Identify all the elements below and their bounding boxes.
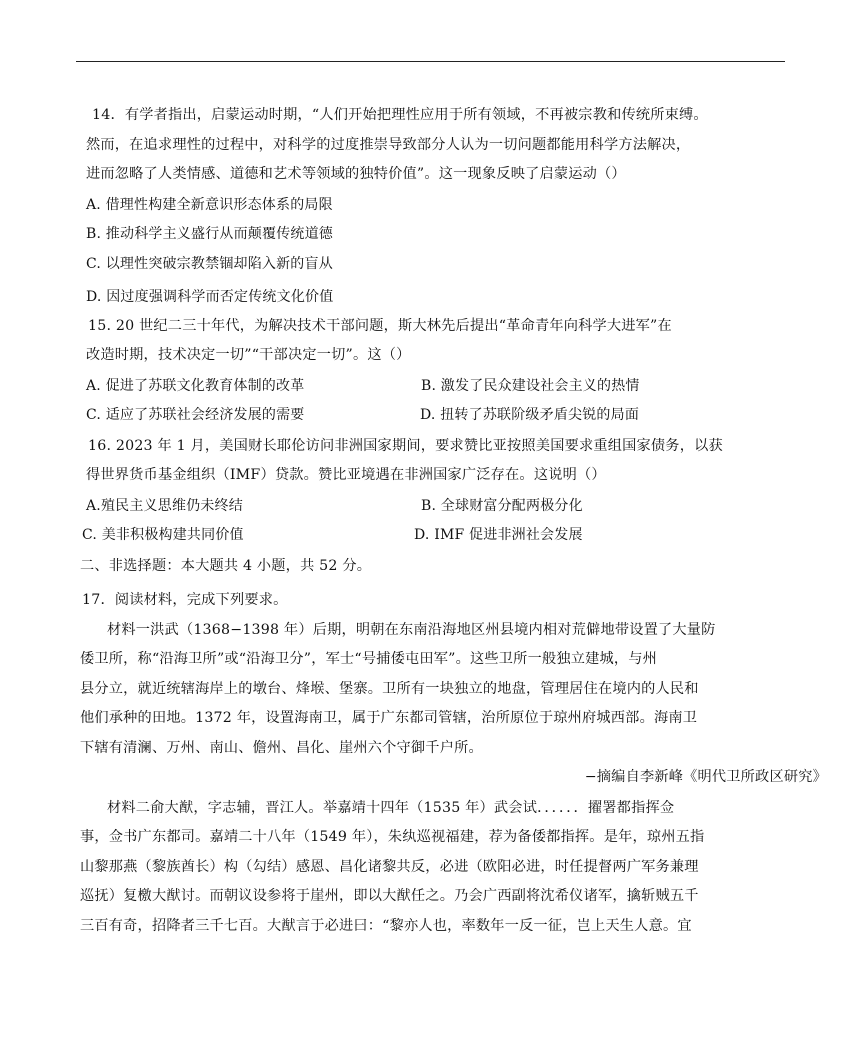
- q17-material-2-line-3: 山黎那燕（黎族酋长）构（勾结）感恩、昌化诸黎共反，必进（欧阳必进，时任提督两广军务兼理: [80, 859, 699, 875]
- q16-option-c: C. 美非积极构建共同价值: [82, 527, 244, 543]
- q16-option-a: A.殖民主义思维仍未终结: [86, 498, 243, 514]
- q16-stem-line-1: 16. 2023 年 1 月，美国财长耶伦访问非洲国家期间，要求赞比亚按照美国要求重组国家债务，以获: [88, 438, 723, 454]
- header-rule: [76, 61, 785, 62]
- q17-material-2-line-4: 巡抚）复檄大猷讨。而朝议设参将于崖州，即以大猷任之。乃会广西副将沈希仪诸军，擒斩贼五千: [80, 888, 699, 904]
- q17-material-2-line-5: 三百有奇，招降者三千七百。大猷言于必进曰：“黎亦人也，率数年一反一征，岂上天生人意。宜: [80, 918, 692, 934]
- q14-option-d: D. 因过度强调科学而否定传统文化价值: [86, 289, 334, 305]
- q15-option-d: D. 扭转了苏联阶级矛盾尖锐的局面: [420, 407, 640, 423]
- q16-option-b: B. 全球财富分配两极分化: [421, 498, 583, 514]
- q17-material-1-line-3: 县分立，就近统辖海岸上的墩台、烽堠、堡寨。卫所有一块独立的地盘，管理居住在境内的人民和: [80, 681, 699, 697]
- q17-material-2-line-2: 事，佥书广东都司。嘉靖二十八年（1549 年），朱纨巡视福建，荐为备倭都指挥。是年，琼州五指: [80, 829, 705, 845]
- q15-option-b: B. 激发了民众建设社会主义的热情: [421, 378, 640, 394]
- q17-material-1-line-4: 他们承种的田地。1372 年，设置海南卫，属于广东都司管辖，治所原位于琼州府城西部。海南卫: [80, 710, 698, 726]
- q14-option-c: C. 以理性突破宗教禁锢却陷入新的盲从: [86, 256, 333, 272]
- q14-option-a: A. 借理性构建全新意识形态体系的局限: [86, 197, 333, 213]
- q17-intro: 17．阅读材料，完成下列要求。: [82, 592, 288, 608]
- q15-stem-line-1: 15. 20 世纪二三十年代，为解决技术干部问题，斯大林先后提出“革命青年向科学大进军”在: [88, 318, 672, 334]
- q15-option-c: C. 适应了苏联社会经济发展的需要: [86, 407, 305, 423]
- q17-material-1-line-2: 倭卫所，称“沿海卫所”或“沿海卫分”，军士“号捕倭屯田军”。这些卫所一般独立建城，与州: [80, 651, 658, 667]
- q17-material-2-line-1: 材料二俞大猷，字志辅，晋江人。举嘉靖十四年（1535 年）武会试．．．．．．擢署都指挥佥: [107, 800, 675, 816]
- q17-material-1-source: −摘编自李新峰《明代卫所政区研究》: [584, 769, 827, 785]
- q16-option-d: D. IMF 促进非洲社会发展: [414, 527, 583, 543]
- q17-material-1-line-1: 材料一洪武（1368−1398 年）后期，明朝在东南沿海地区州县境内相对荒僻地带设置了大量防: [107, 622, 716, 638]
- q15-option-a: A. 促进了苏联文化教育体制的改革: [86, 378, 305, 394]
- q14-stem-line-1: 14．有学者指出，启蒙运动时期，“人们开始把理性应用于所有领域，不再被宗教和传统所束缚。: [92, 107, 708, 123]
- q15-stem-line-2: 改造时期，技术决定一切”“干部决定一切”。这（）: [86, 347, 411, 363]
- q14-stem-line-2: 然而，在追求理性的过程中，对科学的过度推崇导致部分人认为一切问题都能用科学方法解决，: [86, 137, 691, 153]
- section-2-heading: 二、非选择题：本大题共 4 小题，共 52 分。: [80, 558, 372, 574]
- q17-material-1-line-5: 下辖有清澜、万州、南山、儋州、昌化、崖州六个守御千户所。: [80, 740, 483, 756]
- q14-option-b: B. 推动科学主义盛行从而颠覆传统道德: [86, 226, 333, 242]
- q16-stem-line-2: 得世界货币基金组织（IMF）贷款。赞比亚境遇在非洲国家广泛存在。这说明（）: [86, 467, 606, 483]
- q14-stem-line-3: 进而忽略了人类情感、道德和艺术等领域的独特价值”。这一现象反映了启蒙运动（）: [86, 166, 626, 182]
